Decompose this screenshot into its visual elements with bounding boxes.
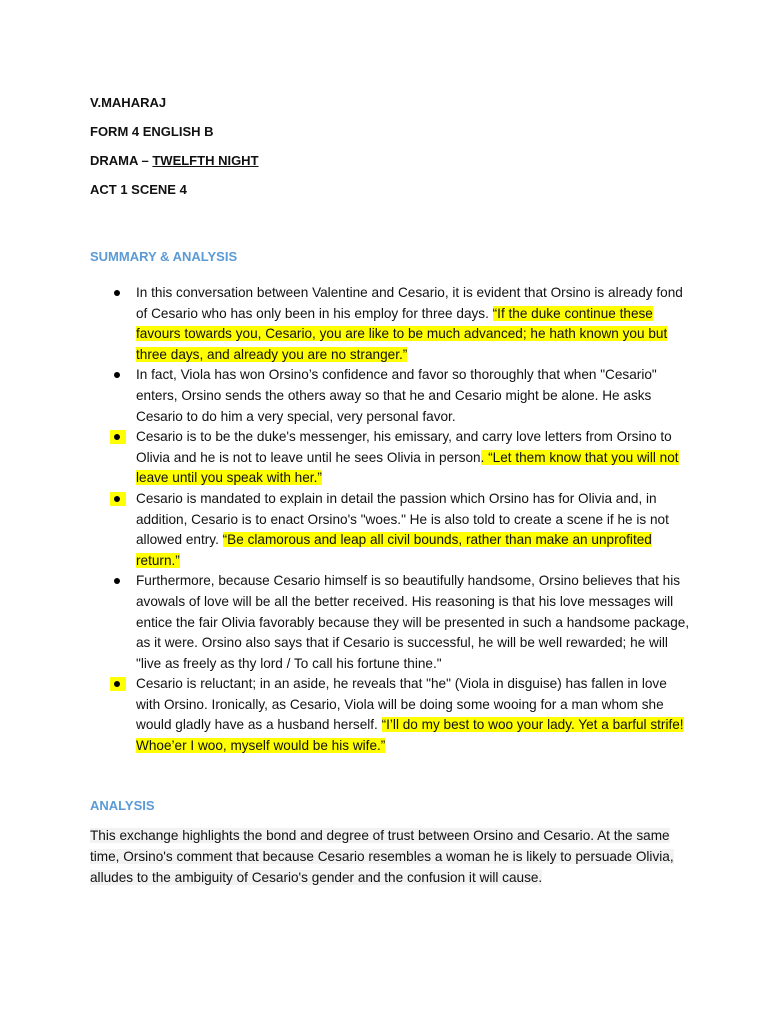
highlighted-quote: “Be clamorous and leap all civil bounds, rather than make an unprofited return.” xyxy=(136,532,652,568)
act-line: ACT 1 SCENE 4 xyxy=(90,182,187,197)
bullet-icon xyxy=(110,368,126,382)
highlighted-bullet-icon xyxy=(110,430,126,444)
list-item xyxy=(110,571,690,674)
analysis-text: This exchange highlights the bond and degree of trust between Orsino and Cesario. At the same time, Orsino's comment that because Cesario resembles a woman he is likely to persuade Olivia, alludes to the ambiguity of Cesario's gender and the confusion it will cause. xyxy=(90,828,674,885)
list-item xyxy=(110,283,690,365)
drama-line xyxy=(90,153,259,169)
bullet-text: Furthermore, because Cesario himself is so beautifully handsome, Orsino believes that his avowals of love will be all the better received. His reasoning is that his love messages will entice the fair Olivia favorably because they will be presented in such a handsome package, as it were. Orsino also says that if Cesario is successful, he will be well rewarded; he will "live as freely as thy lord / To call his fortune thine." xyxy=(136,573,690,671)
analysis-paragraph xyxy=(90,825,690,888)
bullet-text: In this conversation between Valentine and Cesario, it is evident that Orsino is already fond of Cesario who has only been in his employ for three days. xyxy=(136,285,683,321)
class-line: FORM 4 ENGLISH B xyxy=(90,124,214,139)
drama-prefix: DRAMA – xyxy=(90,153,153,168)
list-item xyxy=(110,489,690,571)
bullet-text: Cesario is reluctant; in an aside, he reveals that "he" (Viola in disguise) has fallen in love with Orsino. Ironically, as Cesario, Viola will be doing some wooing for a man whom she would gladly have as a husband herself. xyxy=(136,676,667,733)
list-item xyxy=(110,674,690,756)
bullet-text: In fact, Viola has won Orsino’s confidence and favor so thoroughly that when "Cesario" enters, Orsino sends the others away so that he and Cesario might be alone. He asks Cesario to do him a very special, very personal favor. xyxy=(136,367,657,424)
analysis-heading: ANALYSIS xyxy=(90,798,155,813)
highlighted-bullet-icon xyxy=(110,677,126,691)
bullet-text: Cesario is mandated to explain in detail the passion which Orsino has for Olivia and, in addition, Cesario is to enact Orsino's "woes." He is also told to create a scene if he is not allowed entry. xyxy=(136,490,669,548)
highlighted-bullet-icon xyxy=(110,492,126,506)
bullet-icon xyxy=(110,286,126,300)
summary-bullet-list xyxy=(110,283,690,757)
author-line: V.MAHARAJ xyxy=(90,95,167,110)
drama-title: TWELFTH NIGHT xyxy=(152,153,259,168)
highlighted-quote: “If the duke continue these favours towards you, Cesario, you are like to be much advanced; he hath known you but three days, and already you are no stranger.” xyxy=(136,305,668,362)
bullet-text: Cesario is to be the duke's messenger, his emissary, and carry love letters from Orsino to Olivia and he is not to leave until he sees Olivia in person xyxy=(136,429,672,465)
list-item xyxy=(110,427,690,489)
list-item xyxy=(110,365,690,427)
highlighted-quote: . “Let them know that you will not leave until you speak with her.” xyxy=(136,449,679,486)
highlighted-quote: “I’ll do my best to woo your lady. Yet a barful strife! Whoe’er I woo, myself would be his wife.” xyxy=(136,717,684,754)
bullet-icon xyxy=(110,574,126,588)
summary-heading: SUMMARY & ANALYSIS xyxy=(90,249,238,264)
